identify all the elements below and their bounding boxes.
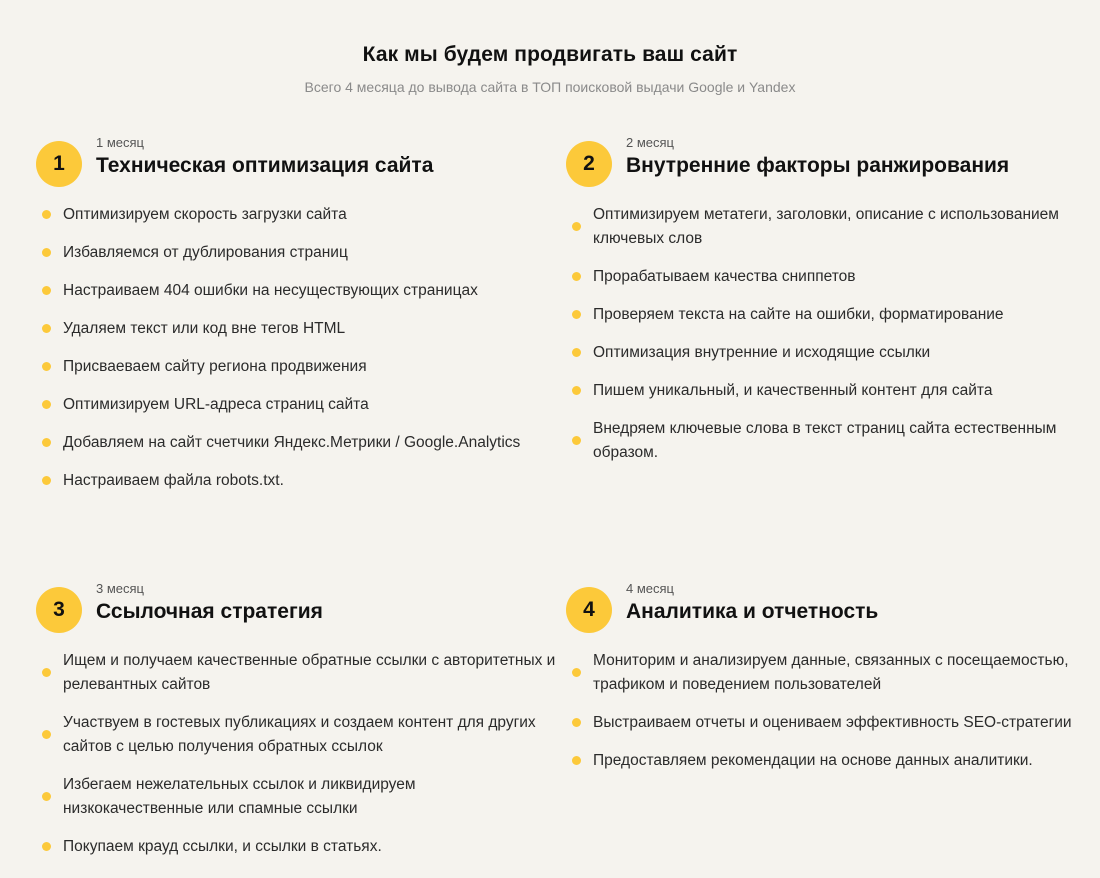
list-item-text: Проверяем текста на сайте на ошибки, форматирование — [593, 306, 1004, 323]
list-item — [36, 649, 556, 697]
step-number-badge: 4 — [566, 587, 612, 633]
list-item — [566, 341, 1086, 365]
step-title: Внутренние факторы ранжирования — [626, 154, 1010, 177]
list-item — [36, 355, 556, 379]
bullet-dot-icon — [572, 272, 581, 281]
bullet-dot-icon — [42, 476, 51, 485]
list-item-text: Избавляемся от дублирования страниц — [63, 244, 348, 261]
step-number-badge: 2 — [566, 141, 612, 187]
bullet-dot-icon — [42, 248, 51, 257]
bullet-dot-icon — [42, 792, 51, 801]
list-item — [36, 241, 556, 265]
bullet-dot-icon — [42, 842, 51, 851]
list-item — [36, 317, 556, 341]
list-item-text: Ищем и получаем качественные обратные ссылки с авторитетных и релевантных сайтов — [63, 652, 556, 693]
bullet-dot-icon — [42, 362, 51, 371]
bullet-dot-icon — [572, 718, 581, 727]
list-item — [36, 279, 556, 303]
list-item — [566, 649, 1086, 697]
list-item-text: Избегаем нежелательных ссылок и ликвидируем низкокачественные или спамные ссылки — [63, 776, 416, 817]
step-title: Ссылочная стратегия — [96, 600, 323, 623]
step-items-list — [566, 649, 1086, 787]
bullet-dot-icon — [572, 222, 581, 231]
list-item — [36, 431, 556, 455]
list-item-text: Предоставляем рекомендации на основе данных аналитики. — [593, 752, 1033, 769]
list-item — [566, 265, 1086, 289]
step-items-list — [36, 203, 556, 507]
list-item-text: Покупаем крауд ссылки, и ссылки в статьях. — [63, 838, 382, 855]
bullet-dot-icon — [42, 210, 51, 219]
list-item-text: Внедряем ключевые слова в текст страниц сайта естественным образом. — [593, 420, 1057, 461]
step-month: 3 месяц — [96, 581, 144, 596]
step-month: 2 месяц — [626, 135, 674, 150]
step-month: 1 месяц — [96, 135, 144, 150]
step-title: Аналитика и отчетность — [626, 600, 879, 623]
list-item-text: Выстраиваем отчеты и оцениваем эффективность SEO-стратегии — [593, 714, 1072, 731]
bullet-dot-icon — [572, 348, 581, 357]
list-item-text: Пишем уникальный, и качественный контент для сайта — [593, 382, 993, 399]
page-subtitle: Всего 4 месяца до вывода сайта в ТОП поисковой выдачи Google и Yandex — [304, 79, 796, 95]
bullet-dot-icon — [42, 730, 51, 739]
list-item — [36, 773, 556, 821]
step-month: 4 месяц — [626, 581, 674, 596]
step-number-badge: 1 — [36, 141, 82, 187]
list-item-text: Участвуем в гостевых публикациях и создаем контент для других сайтов с целью получения обратных ссылок — [63, 714, 536, 755]
list-item — [566, 417, 1086, 465]
list-item — [566, 379, 1086, 403]
list-item — [36, 393, 556, 417]
list-item — [566, 749, 1086, 773]
list-item — [36, 711, 556, 759]
bullet-dot-icon — [42, 286, 51, 295]
list-item-text: Мониторим и анализируем данные, связанных с посещаемостью, трафиком и поведением пользователей — [593, 652, 1069, 693]
list-item-text: Добавляем на сайт счетчики Яндекс.Метрики / Google.Analytics — [63, 434, 521, 451]
bullet-dot-icon — [572, 386, 581, 395]
list-item-text: Оптимизируем URL-адреса страниц сайта — [63, 396, 369, 413]
bullet-dot-icon — [42, 324, 51, 333]
list-item — [36, 835, 556, 859]
list-item — [566, 711, 1086, 735]
list-item-text: Присваеваем сайту региона продвижения — [63, 358, 367, 375]
step-number-badge: 3 — [36, 587, 82, 633]
list-item-text: Настраиваем 404 ошибки на несуществующих страницах — [63, 282, 478, 299]
list-item-text: Оптимизация внутренние и исходящие ссылки — [593, 344, 931, 361]
list-item — [36, 203, 556, 227]
step-items-list — [566, 203, 1086, 479]
page-title: Как мы будем продвигать ваш сайт — [362, 43, 738, 66]
bullet-dot-icon — [42, 668, 51, 677]
list-item-text: Оптимизируем скорость загрузки сайта — [63, 206, 347, 223]
list-item-text: Оптимизируем метатеги, заголовки, описание с использованием ключевых слов — [593, 206, 1059, 247]
list-item — [566, 303, 1086, 327]
bullet-dot-icon — [42, 400, 51, 409]
list-item-text: Настраиваем файла robots.txt. — [63, 472, 284, 489]
bullet-dot-icon — [572, 756, 581, 765]
bullet-dot-icon — [572, 668, 581, 677]
list-item-text: Удаляем текст или код вне тегов HTML — [63, 320, 346, 337]
list-item-text: Прорабатываем качества сниппетов — [593, 268, 856, 285]
list-item — [566, 203, 1086, 251]
list-item — [36, 469, 556, 493]
bullet-dot-icon — [572, 436, 581, 445]
bullet-dot-icon — [572, 310, 581, 319]
bullet-dot-icon — [42, 438, 51, 447]
step-title: Техническая оптимизация сайта — [96, 154, 434, 177]
step-items-list — [36, 649, 556, 873]
